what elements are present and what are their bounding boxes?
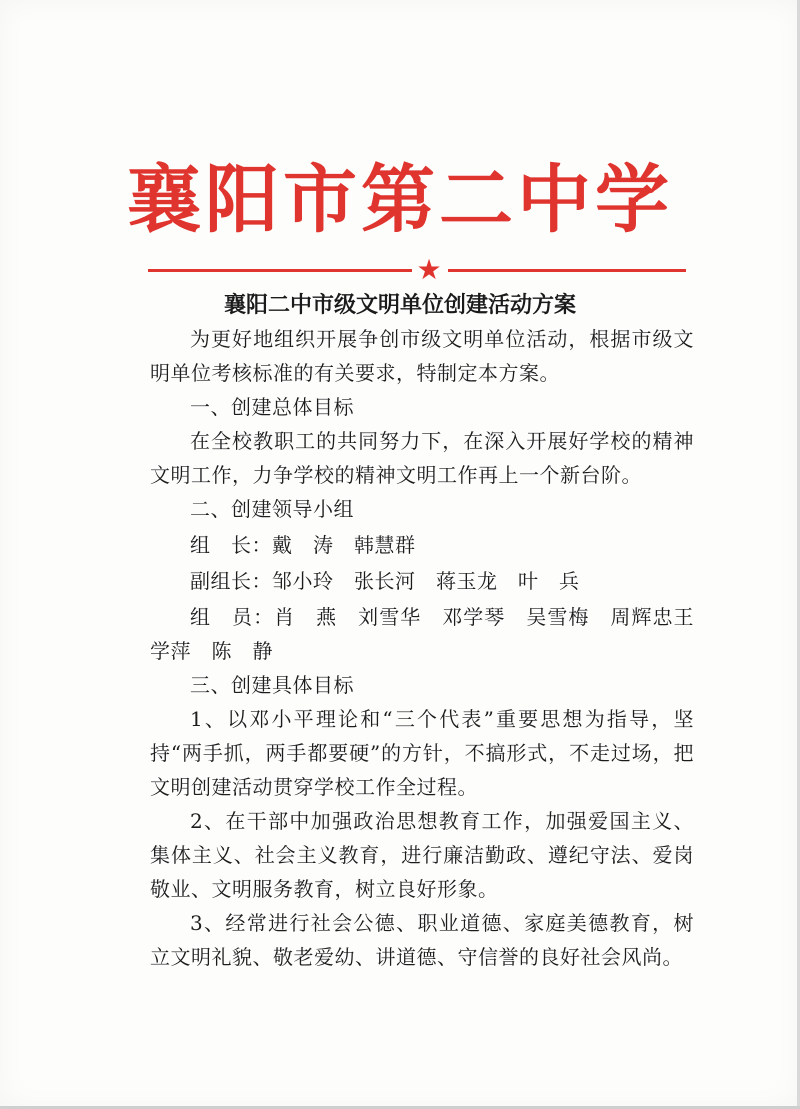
- document-title: 襄阳二中市级文明单位创建活动方案: [223, 293, 576, 318]
- section-heading: 一、创建总体目标: [190, 395, 354, 419]
- body-paragraph: 在全校教职工的共同努力下，在深入开展好学校的精神文明工作，力争学校的精神文明工作再上一个新台阶。: [150, 429, 694, 487]
- intro-paragraph: 为更好地组织开展争创市级文明单位活动，根据市级文明单位考核标准的有关要求，特制定本方案。: [150, 327, 694, 385]
- body-paragraph: 1、以邓小平理论和“三个代表”重要思想为指导，坚持“两手抓，两手都要硬”的方针，不搞形式，不走过场，把文明创建活动贯穿学校工作全过程。: [150, 707, 694, 799]
- separator-line-left: [148, 269, 412, 272]
- separator-line-right: [448, 269, 686, 272]
- body-paragraph: 2、在干部中加强政治思想教育工作，加强爱国主义、集体主义、社会主义教育，进行廉洁勤政、遵纪守法、爱岗敬业、文明服务教育，树立良好形象。: [150, 809, 694, 901]
- document-body: [150, 322, 694, 974]
- section-heading: 三、创建具体目标: [190, 673, 354, 697]
- member-line-members: 组 员：肖 燕 刘雪华 邓学琴 吴雪梅 周辉忠王学萍 陈 静: [150, 605, 694, 663]
- masthead-title: 襄阳市第二中学: [127, 157, 673, 243]
- star-icon: ★: [416, 253, 442, 286]
- body-paragraph: 3、经常进行社会公德、职业道德、家庭美德教育，树立文明礼貌、敬老爱幼、讲道德、守信誉的良好社会风尚。: [150, 911, 694, 969]
- section-heading: 二、创建领导小组: [190, 497, 354, 521]
- member-line-leader: 组 长：戴 涛 韩慧群: [190, 533, 416, 557]
- member-line-deputy: 副组长：邹小玲 张长河 蒋玉龙 叶 兵: [190, 569, 580, 593]
